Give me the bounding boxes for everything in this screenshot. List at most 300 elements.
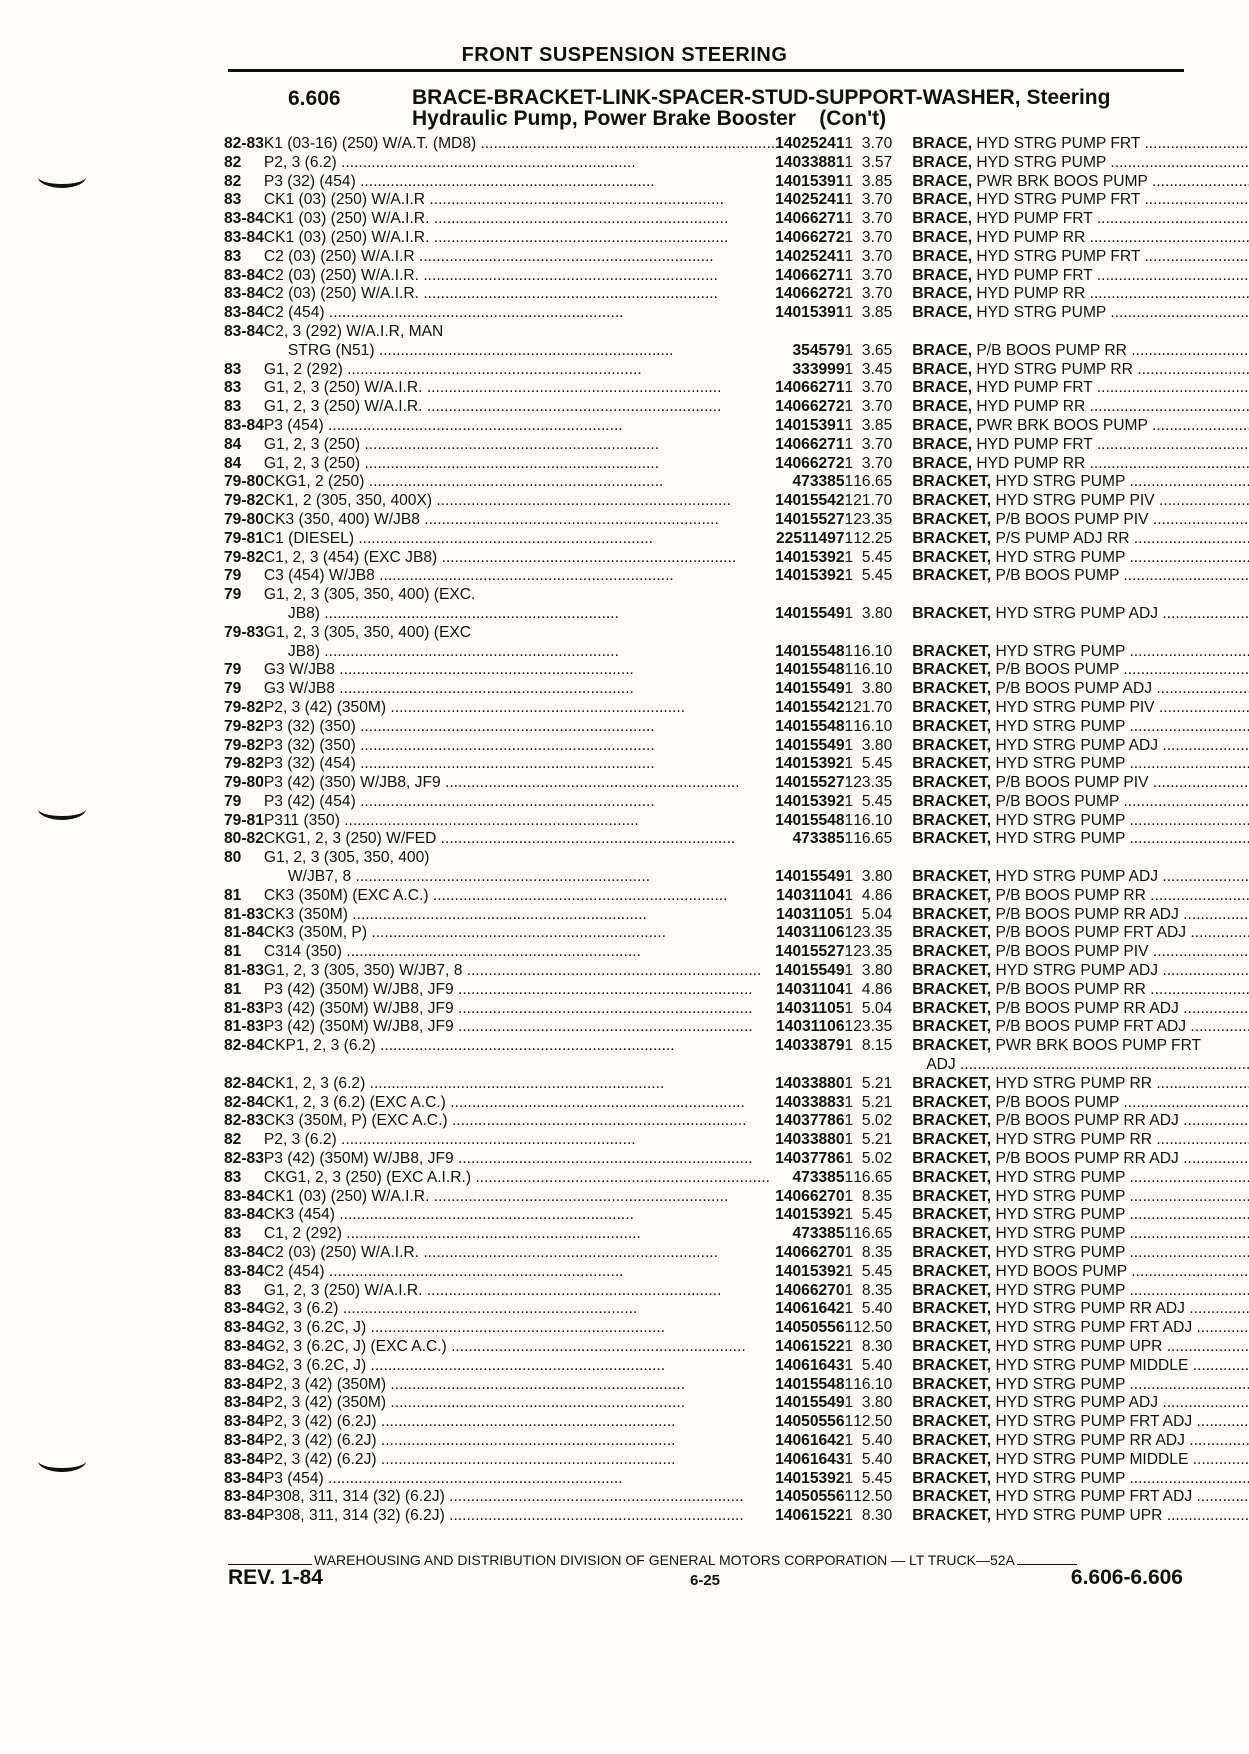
application-cell-text: JB8) ..... xyxy=(264,605,619,622)
application-cell xyxy=(264,567,775,586)
table-row xyxy=(224,511,1249,530)
price-cell-text: 8.35 xyxy=(861,1244,893,1262)
part-number-cell xyxy=(775,680,844,699)
description-keyword: BRACKET, xyxy=(912,567,992,585)
quantity-cell xyxy=(845,943,854,962)
application-cell-text: G1, 2, 3 (305, 350) W/JB7, 8 ..... xyxy=(264,962,761,979)
description-keyword: BRACKET, xyxy=(912,755,992,773)
description-cell xyxy=(912,1394,1249,1413)
description-keyword: BRACKET, xyxy=(912,1018,992,1036)
quantity-cell xyxy=(845,436,854,455)
application-cell xyxy=(264,1112,775,1131)
description-text: HYD STRG PUMP RR ADJ ..... xyxy=(995,1300,1249,1317)
description-cell xyxy=(912,267,1249,286)
price-cell xyxy=(853,492,912,511)
application-cell-text: P3 (42) (350M) W/JB8, JF9 ..... xyxy=(264,1018,753,1035)
quantity-cell xyxy=(845,868,854,887)
quantity-cell xyxy=(845,699,854,718)
description-text: HYD STRG PUMP FRT ADJ ..... xyxy=(995,1488,1249,1505)
year-cell xyxy=(224,1488,264,1507)
application-cell-text: P3 (32) (454) ..... xyxy=(264,173,655,190)
description-cell xyxy=(912,1432,1249,1451)
quantity-cell-text: 1 xyxy=(844,1244,854,1262)
part-number-cell-text: 14061643 xyxy=(775,1356,845,1374)
description-text: P/B BOOS PUMP PIV ..... xyxy=(995,511,1249,528)
table-row xyxy=(224,643,1249,662)
quantity-cell-text: 1 xyxy=(844,1150,854,1168)
price-cell-text: 5.21 xyxy=(861,1074,893,1092)
part-number-cell xyxy=(775,191,844,210)
description-cell xyxy=(912,1188,1249,1207)
quantity-cell xyxy=(845,530,854,549)
application-cell xyxy=(264,1451,775,1470)
quantity-cell-text: 1 xyxy=(844,680,854,698)
description-keyword: BRACKET, xyxy=(912,717,992,735)
year-cell xyxy=(224,1263,264,1282)
part-number-cell-text: 14066272 xyxy=(775,285,845,303)
part-number-cell xyxy=(775,1112,844,1131)
year-cell-text: 81 xyxy=(224,886,242,904)
part-number-cell xyxy=(775,1169,844,1188)
year-cell-text: 79-82 xyxy=(224,492,264,510)
part-number-cell-text: 14061643 xyxy=(775,1450,845,1468)
quantity-cell-text: 1 xyxy=(844,360,854,378)
price-cell xyxy=(853,1206,912,1225)
description-keyword: BRACE, xyxy=(912,416,973,434)
price-cell xyxy=(853,1169,912,1188)
price-cell-text: 16.10 xyxy=(853,1375,893,1393)
revision-label: REV. 1-84 xyxy=(228,1566,323,1589)
part-number-cell xyxy=(775,1451,844,1470)
application-cell-text: CK3 (350, 400) W/JB8 ..... xyxy=(264,511,719,528)
application-cell xyxy=(264,285,775,304)
year-cell xyxy=(224,849,264,868)
year-cell-text: 79-80 xyxy=(224,774,264,792)
year-cell xyxy=(224,1319,264,1338)
quantity-cell-text: 1 xyxy=(844,604,854,622)
quantity-cell xyxy=(845,680,854,699)
quantity-cell xyxy=(845,398,854,417)
price-cell xyxy=(853,379,912,398)
year-cell xyxy=(224,154,264,173)
application-cell-text: G3 W/JB8 ..... xyxy=(264,661,634,678)
year-cell-text: 79-82 xyxy=(224,755,264,773)
year-cell-text: 83 xyxy=(224,1225,242,1243)
application-cell-text: CK3 (350M, P) ..... xyxy=(264,924,666,941)
description-cell xyxy=(912,1075,1249,1094)
application-cell-text: C2 (03) (250) W/A.I.R. ..... xyxy=(264,267,718,284)
description-keyword: BRACKET, xyxy=(912,943,992,961)
table-row xyxy=(224,398,1249,417)
description-keyword: BRACKET, xyxy=(912,1300,992,1318)
price-cell-text: 5.02 xyxy=(861,1112,893,1130)
price-cell-text: 3.80 xyxy=(861,680,893,698)
year-cell xyxy=(224,1282,264,1301)
year-cell-text: 79-80 xyxy=(224,510,264,528)
year-cell-text: 79 xyxy=(224,586,242,604)
part-number-cell xyxy=(775,793,844,812)
description-text: P/B BOOS PUMP RR ..... xyxy=(976,342,1249,359)
year-cell-text: 79 xyxy=(224,567,242,585)
year-cell xyxy=(224,1056,264,1075)
quantity-cell xyxy=(845,1150,854,1169)
price-cell-text: 8.30 xyxy=(861,1507,893,1525)
quantity-cell-text: 1 xyxy=(844,1394,854,1412)
description-cell xyxy=(912,191,1249,210)
part-number-cell xyxy=(775,1056,844,1075)
table-row xyxy=(224,436,1249,455)
table-row xyxy=(224,1150,1249,1169)
price-cell-text: 16.65 xyxy=(853,1168,893,1186)
year-cell-text: 82 xyxy=(224,153,242,171)
price-cell-text: 3.45 xyxy=(861,360,893,378)
year-cell xyxy=(224,737,264,756)
quantity-cell xyxy=(845,1169,854,1188)
price-cell xyxy=(853,173,912,192)
application-cell xyxy=(264,1394,775,1413)
description-cell xyxy=(912,718,1249,737)
price-cell xyxy=(853,1000,912,1019)
price-cell-text: 3.70 xyxy=(861,247,893,265)
application-cell xyxy=(264,1225,775,1244)
application-cell-text: G1, 2, 3 (305, 350, 400) xyxy=(263,849,430,867)
table-row xyxy=(224,1112,1249,1131)
quantity-cell xyxy=(845,981,854,1000)
table-row xyxy=(224,473,1249,492)
table-row xyxy=(224,1451,1249,1470)
price-cell-text: 8.35 xyxy=(861,1187,893,1205)
price-cell-text: 12.50 xyxy=(853,1488,893,1506)
quantity-cell xyxy=(845,924,854,943)
application-cell xyxy=(264,229,775,248)
price-cell-text: 16.10 xyxy=(853,642,893,660)
description-cell xyxy=(912,248,1249,267)
part-number-cell xyxy=(775,1282,844,1301)
description-cell xyxy=(912,643,1249,662)
application-cell-text: G1, 2 (292) ..... xyxy=(264,361,642,378)
description-text: P/S PUMP ADJ RR ..... xyxy=(995,530,1249,547)
quantity-cell xyxy=(845,342,854,361)
year-cell-text: 83 xyxy=(224,1281,242,1299)
application-cell-text: P2, 3 (42) (6.2J) ..... xyxy=(264,1451,676,1468)
application-cell xyxy=(264,304,775,323)
description-cell xyxy=(912,379,1249,398)
price-cell xyxy=(853,924,912,943)
quantity-cell xyxy=(845,1075,854,1094)
description-text: P/B BOOS PUMP PIV ..... xyxy=(995,943,1249,960)
quantity-cell-text: 1 xyxy=(844,1074,854,1092)
part-number-cell-text: 14033880 xyxy=(775,1131,845,1149)
description-cell xyxy=(912,436,1249,455)
description-text: HYD STRG PUMP PIV ..... xyxy=(995,699,1249,716)
table-row xyxy=(224,1338,1249,1357)
description-keyword: BRACKET, xyxy=(912,1488,992,1506)
part-number-cell-text: 14031105 xyxy=(776,999,845,1017)
application-cell xyxy=(264,1131,775,1150)
description-text: P/B BOOS PUMP ..... xyxy=(995,567,1249,584)
application-cell xyxy=(264,586,775,605)
page-number: 6-25 xyxy=(690,1572,721,1589)
application-cell xyxy=(264,1056,775,1075)
price-cell-text: 3.80 xyxy=(861,868,893,886)
description-cell xyxy=(912,793,1249,812)
part-number-cell-text: 14066271 xyxy=(775,435,845,453)
application-cell xyxy=(264,1432,775,1451)
application-cell xyxy=(264,1094,775,1113)
price-cell xyxy=(853,830,912,849)
application-cell-text: CK3 (350M) (EXC A.C.) ..... xyxy=(264,887,728,904)
quantity-cell-text: 1 xyxy=(844,567,854,585)
year-cell-text: 79-81 xyxy=(224,529,264,547)
price-cell xyxy=(853,1244,912,1263)
price-cell-text: 21.70 xyxy=(853,492,893,510)
year-cell-text: 83-84 xyxy=(224,322,264,340)
year-cell xyxy=(224,1225,264,1244)
quantity-cell xyxy=(845,1131,854,1150)
part-number-cell-text: 14037786 xyxy=(775,1150,845,1168)
quantity-cell xyxy=(845,906,854,925)
binder-hole-mark xyxy=(38,798,86,820)
description-text: HYD STRG PUMP ADJ ..... xyxy=(995,737,1249,754)
application-cell xyxy=(264,1376,775,1395)
price-cell-text: 23.35 xyxy=(853,924,893,942)
part-number-cell xyxy=(775,1357,844,1376)
price-cell-text: 5.45 xyxy=(861,792,893,810)
description-keyword: BRACKET, xyxy=(912,1168,992,1186)
price-cell-text: 5.21 xyxy=(861,1093,893,1111)
description-cell xyxy=(912,135,1249,154)
table-row xyxy=(224,812,1249,831)
description-keyword: BRACKET, xyxy=(912,736,992,754)
description-keyword: BRACKET, xyxy=(912,1262,992,1280)
application-cell xyxy=(264,906,775,925)
year-cell xyxy=(224,1507,264,1526)
price-cell xyxy=(853,1357,912,1376)
description-keyword: BRACKET, xyxy=(912,642,992,660)
application-cell xyxy=(264,624,775,643)
application-cell-text: CKG1, 2 (250) ..... xyxy=(264,473,664,490)
year-cell xyxy=(224,1000,264,1019)
description-keyword: BRACE, xyxy=(912,341,973,359)
description-keyword: BRACKET, xyxy=(912,1375,992,1393)
table-row xyxy=(224,1075,1249,1094)
description-cell xyxy=(912,737,1249,756)
quantity-cell-text: 1 xyxy=(844,1112,854,1130)
table-row xyxy=(224,943,1249,962)
year-cell xyxy=(224,1094,264,1113)
part-number-cell-text: 14015392 xyxy=(775,1206,845,1224)
quantity-cell-text: 1 xyxy=(844,1131,854,1149)
year-cell xyxy=(224,229,264,248)
quantity-cell-text: 1 xyxy=(844,830,854,848)
table-row xyxy=(224,154,1249,173)
price-cell xyxy=(853,849,912,868)
description-text: HYD STRG PUMP ADJ ..... xyxy=(995,962,1249,979)
quantity-cell xyxy=(845,210,854,229)
application-cell-text: CKG1, 2, 3 (250) (EXC A.I.R.) ..... xyxy=(264,1169,770,1186)
price-cell-text: 5.45 xyxy=(861,755,893,773)
part-number-cell xyxy=(775,1470,844,1489)
part-number-cell xyxy=(775,135,844,154)
description-text: HYD STRG PUMP ..... xyxy=(995,643,1249,660)
description-cell xyxy=(912,1131,1249,1150)
table-row xyxy=(224,417,1249,436)
table-row xyxy=(224,342,1249,361)
part-number-cell xyxy=(775,605,844,624)
description-text: HYD STRG PUMP ..... xyxy=(995,1225,1249,1242)
application-cell xyxy=(264,1037,775,1056)
application-cell-text: P2, 3 (42) (350M) ..... xyxy=(264,1394,685,1411)
part-number-cell-text: 14015527 xyxy=(775,510,845,528)
part-number-cell xyxy=(775,812,844,831)
description-text: HYD PUMP FRT ..... xyxy=(976,267,1249,284)
quantity-cell-text: 1 xyxy=(844,905,854,923)
description-text: HYD STRG PUMP PIV ..... xyxy=(995,492,1249,509)
description-text: HYD STRG PUMP RR ..... xyxy=(976,361,1249,378)
year-cell-text: 82 xyxy=(224,1131,242,1149)
price-cell-text: 16.65 xyxy=(853,1225,893,1243)
application-cell-text: P311 (350) ..... xyxy=(264,812,639,829)
description-keyword: BRACE, xyxy=(912,135,973,152)
year-cell-text: 79-83 xyxy=(224,623,264,641)
part-number-cell xyxy=(775,173,844,192)
year-cell-text: 83-84 xyxy=(224,1488,264,1506)
price-cell-text: 5.40 xyxy=(861,1300,893,1318)
footer-rule-right xyxy=(1017,1564,1077,1565)
year-cell xyxy=(224,210,264,229)
price-cell xyxy=(853,1413,912,1432)
table-row xyxy=(224,285,1249,304)
table-row xyxy=(224,361,1249,380)
price-cell-text: 4.86 xyxy=(861,980,893,998)
table-row xyxy=(224,868,1249,887)
application-cell xyxy=(264,830,775,849)
table-row xyxy=(224,1376,1249,1395)
price-cell-text: 3.70 xyxy=(861,266,893,284)
description-keyword: BRACE, xyxy=(912,435,973,453)
year-cell xyxy=(224,906,264,925)
description-cell xyxy=(912,173,1249,192)
description-keyword: BRACKET, xyxy=(912,1413,992,1431)
table-row xyxy=(224,549,1249,568)
application-cell xyxy=(264,1263,775,1282)
quantity-cell xyxy=(845,1282,854,1301)
year-cell xyxy=(224,417,264,436)
year-cell-text: 83-84 xyxy=(224,1262,264,1280)
quantity-cell-text: 1 xyxy=(844,1450,854,1468)
description-keyword: BRACKET, xyxy=(912,1356,992,1374)
description-cell xyxy=(912,887,1249,906)
description-cell xyxy=(912,943,1249,962)
part-number-cell xyxy=(775,661,844,680)
quantity-cell-text: 1 xyxy=(844,379,854,397)
year-cell-text: 83 xyxy=(224,398,242,416)
application-cell-text: C3 (454) W/JB8 ..... xyxy=(264,567,674,584)
description-text: HYD STRG PUMP ..... xyxy=(995,1244,1249,1261)
description-text: P/B BOOS PUMP PIV ..... xyxy=(995,774,1249,791)
application-cell xyxy=(264,154,775,173)
part-number-cell xyxy=(775,417,844,436)
price-cell-text: 3.80 xyxy=(861,736,893,754)
application-cell-text: G2, 3 (6.2C, J) ..... xyxy=(264,1357,665,1374)
description-text: PWR BRK BOOS PUMP ..... xyxy=(976,417,1249,434)
table-row xyxy=(224,323,1249,342)
application-cell-text: P3 (42) (350M) W/JB8, JF9 ..... xyxy=(264,1000,753,1017)
description-text: HYD STRG PUMP FRT ..... xyxy=(976,248,1249,265)
application-cell-text: STRG (N51) ..... xyxy=(264,342,674,359)
description-cell xyxy=(912,774,1249,793)
price-cell-text: 4.86 xyxy=(861,886,893,904)
price-cell xyxy=(853,530,912,549)
table-row xyxy=(224,981,1249,1000)
description-text: P/B BOOS PUMP RR ADJ ..... xyxy=(995,906,1249,923)
application-cell xyxy=(264,1018,775,1037)
application-cell xyxy=(264,1507,775,1526)
part-number-cell xyxy=(775,154,844,173)
year-cell-text: 82-84 xyxy=(224,1037,264,1055)
price-cell xyxy=(853,643,912,662)
price-cell-text: 8.35 xyxy=(861,1281,893,1299)
quantity-cell xyxy=(845,323,854,342)
quantity-cell xyxy=(845,755,854,774)
table-row xyxy=(224,962,1249,981)
part-number-cell xyxy=(775,755,844,774)
quantity-cell-text: 1 xyxy=(844,868,854,886)
description-cell xyxy=(912,1470,1249,1489)
price-cell xyxy=(853,248,912,267)
part-number-cell xyxy=(775,643,844,662)
description-keyword: BRACE, xyxy=(912,210,973,228)
year-cell xyxy=(224,1394,264,1413)
description-keyword: BRACKET, xyxy=(912,661,992,679)
description-keyword: BRACKET, xyxy=(912,792,992,810)
quantity-cell-text: 1 xyxy=(844,191,854,209)
quantity-cell-text: 1 xyxy=(844,172,854,190)
year-cell-text: 79 xyxy=(224,680,242,698)
application-cell xyxy=(264,1338,775,1357)
part-number-cell-text: 14031106 xyxy=(776,924,845,942)
application-cell-text: G1, 2, 3 (305, 350, 400) (EXC. xyxy=(263,586,476,604)
quantity-cell xyxy=(845,1394,854,1413)
part-number-cell-text: 14066272 xyxy=(775,454,845,472)
table-row xyxy=(224,755,1249,774)
price-cell xyxy=(853,191,912,210)
part-number-cell-text: 473385 xyxy=(792,830,845,848)
description-cell xyxy=(912,511,1249,530)
description-keyword: BRACKET, xyxy=(912,830,992,848)
application-cell xyxy=(264,1075,775,1094)
description-text: HYD STRG PUMP MIDDLE ..... xyxy=(995,1357,1249,1374)
application-cell-text: P2, 3 (42) (6.2J) ..... xyxy=(264,1432,676,1449)
part-number-cell xyxy=(775,1000,844,1019)
price-cell xyxy=(853,1507,912,1526)
footer-division: WAREHOUSING AND DISTRIBUTION DIVISION OF GENERAL MOTORS CORPORATION — LT TRUCK—52A xyxy=(314,1552,1015,1568)
year-cell-text: 83-84 xyxy=(224,1469,264,1487)
description-keyword: BRACKET, xyxy=(912,1450,992,1468)
description-cell xyxy=(912,473,1249,492)
application-cell xyxy=(264,774,775,793)
part-number-cell xyxy=(775,1488,844,1507)
part-number-cell-text: 14031104 xyxy=(776,886,845,904)
quantity-cell-text: 1 xyxy=(844,999,854,1017)
year-cell xyxy=(224,1075,264,1094)
year-cell-text: 83-84 xyxy=(224,1394,264,1412)
year-cell xyxy=(224,567,264,586)
description-text: P/B BOOS PUMP RR ADJ ..... xyxy=(995,1112,1249,1129)
year-cell-text: 81-84 xyxy=(224,924,264,942)
description-text: HYD STRG PUMP FRT ..... xyxy=(976,135,1249,152)
quantity-cell-text: 1 xyxy=(844,1187,854,1205)
